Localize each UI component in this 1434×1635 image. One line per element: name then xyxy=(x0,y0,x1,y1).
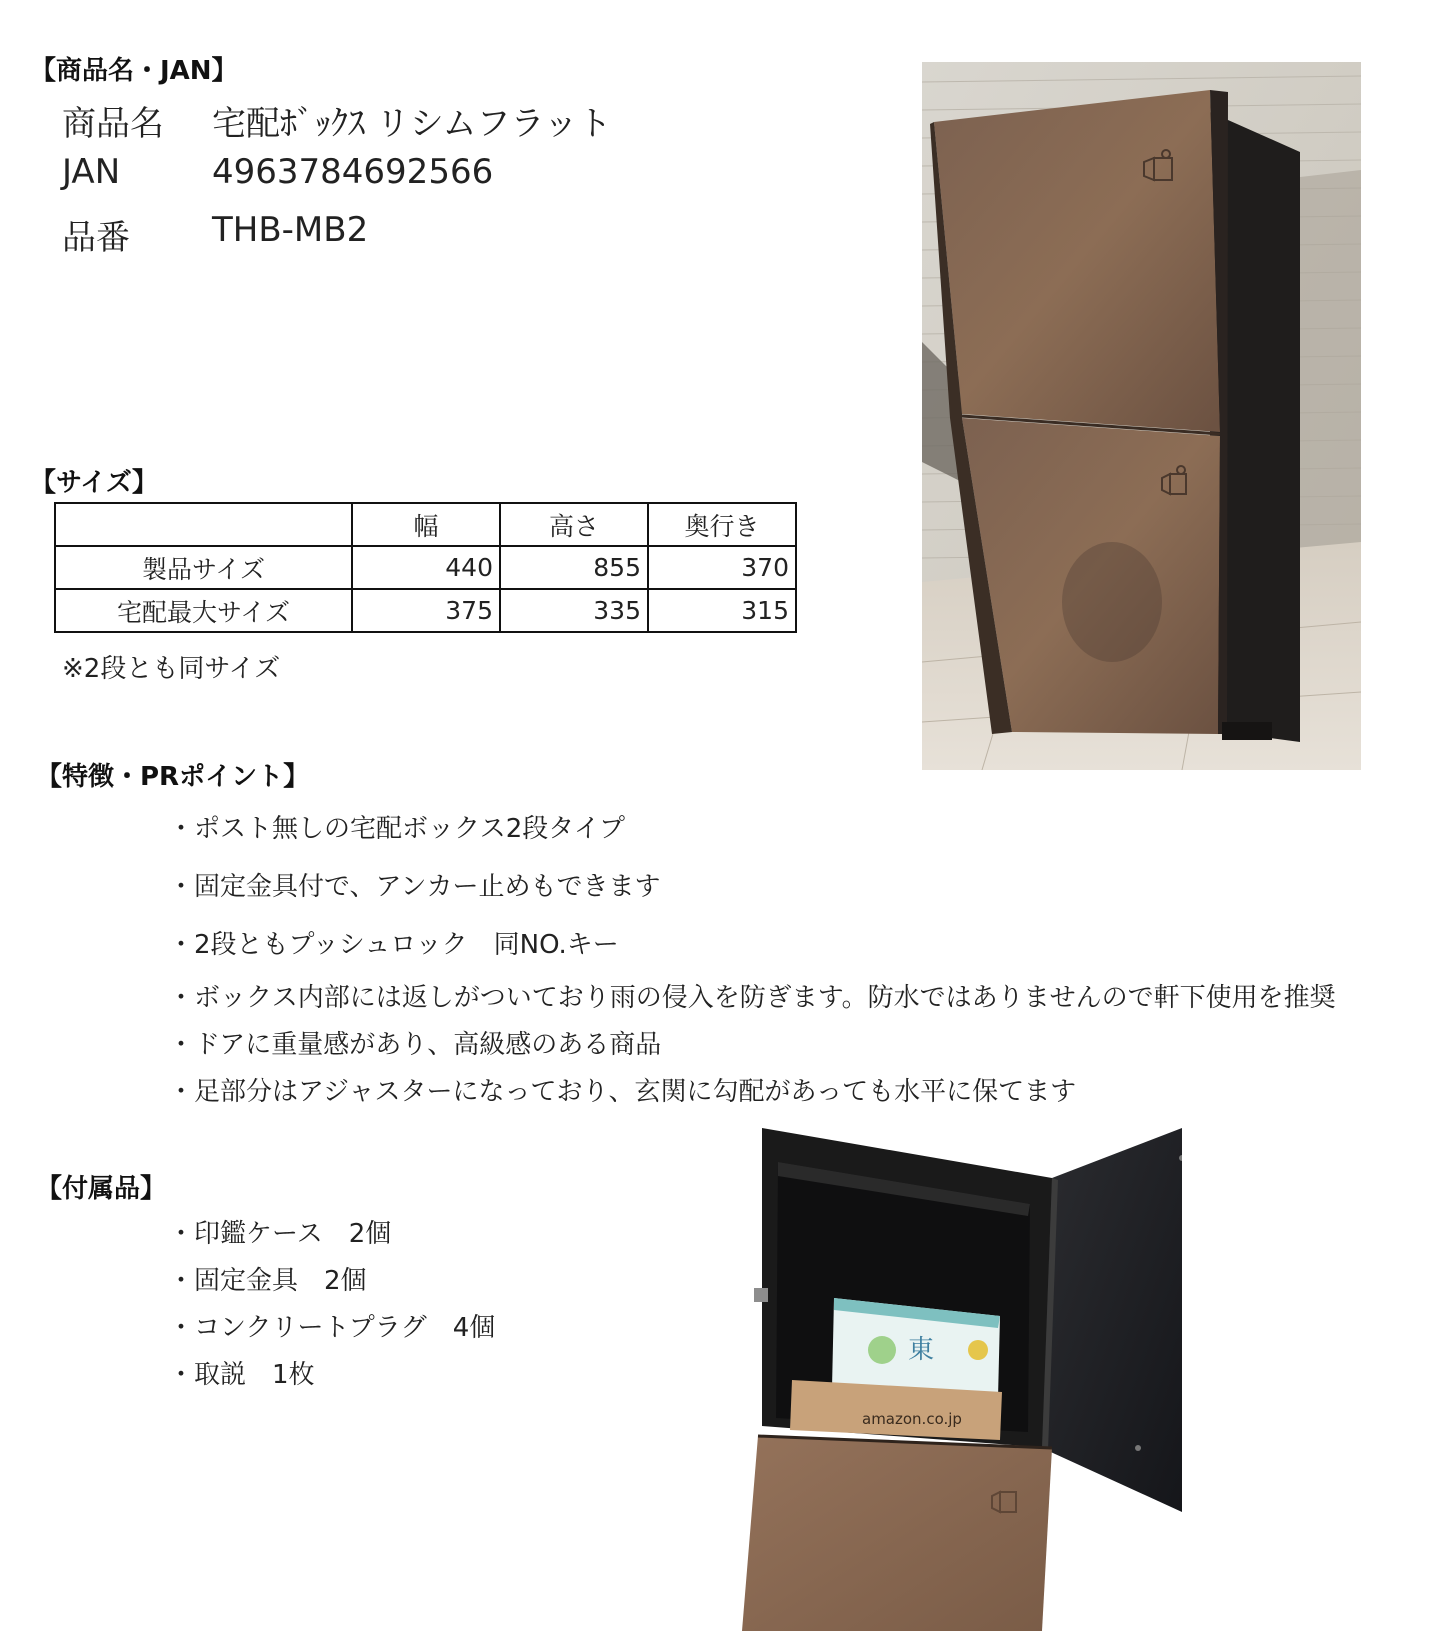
amazon-box-label: amazon.co.jp xyxy=(862,1410,962,1428)
features-heading: 【特徴・PRポイント】 xyxy=(36,762,310,792)
product-info-heading: 【商品名・JAN】 xyxy=(30,56,238,86)
product-name-value: 宅配ﾎﾞｯｸｽ リシムフラット xyxy=(212,104,612,144)
feature-item: ・ポスト無しの宅配ボックス2段タイプ xyxy=(168,814,625,844)
table-cell: 440 xyxy=(352,546,500,589)
table-cell: 370 xyxy=(648,546,796,589)
product-name-label: 商品名 xyxy=(62,104,164,144)
svg-text:東: 東 xyxy=(908,1335,935,1365)
size-table xyxy=(54,502,797,633)
size-heading: 【サイズ】 xyxy=(30,468,158,498)
feature-item: ・ボックス内部には返しがついており雨の侵入を防ぎます。防水ではありませんので軒下使用を推奨 xyxy=(168,983,1336,1013)
product-photo-open xyxy=(742,1118,1182,1631)
table-cell: 375 xyxy=(352,589,500,632)
model-number-row xyxy=(62,210,368,259)
model-number-label: 品番 xyxy=(62,218,130,258)
accessory-item: ・固定金具 2個 xyxy=(168,1266,367,1296)
table-header-cell: 奥行き xyxy=(648,503,796,546)
jan-label: JAN xyxy=(62,152,121,192)
product-photo-closed xyxy=(922,62,1361,770)
model-number-value: THB-MB2 xyxy=(212,210,369,250)
table-cell: 335 xyxy=(500,589,648,632)
jan-value: 4963784692566 xyxy=(212,152,494,192)
jan-row xyxy=(62,152,493,192)
row-label: 宅配最大サイズ xyxy=(55,589,352,632)
accessory-item: ・コンクリートプラグ 4個 xyxy=(168,1313,496,1343)
table-header-cell: 幅 xyxy=(352,503,500,546)
table-cell: 855 xyxy=(500,546,648,589)
table-cell: 315 xyxy=(648,589,796,632)
table-header-cell xyxy=(55,503,352,546)
table-header-cell: 高さ xyxy=(500,503,648,546)
feature-item: ・足部分はアジャスターになっており、玄関に勾配があっても水平に保てます xyxy=(168,1077,1077,1107)
table-row xyxy=(55,589,796,632)
accessory-item: ・印鑑ケース 2個 xyxy=(168,1219,392,1249)
product-name-row xyxy=(62,96,612,145)
table-header-row xyxy=(55,503,796,546)
feature-item: ・2段ともプッシュロック 同NO.キー xyxy=(168,930,619,960)
accessory-item: ・取説 1枚 xyxy=(168,1360,315,1390)
size-note: ※2段とも同サイズ xyxy=(62,654,281,684)
feature-item: ・固定金具付で、アンカー止めもできます xyxy=(168,872,661,902)
table-row xyxy=(55,546,796,589)
row-label: 製品サイズ xyxy=(55,546,352,589)
accessories-heading: 【付属品】 xyxy=(36,1174,167,1204)
feature-item: ・ドアに重量感があり、高級感のある商品 xyxy=(168,1030,662,1060)
